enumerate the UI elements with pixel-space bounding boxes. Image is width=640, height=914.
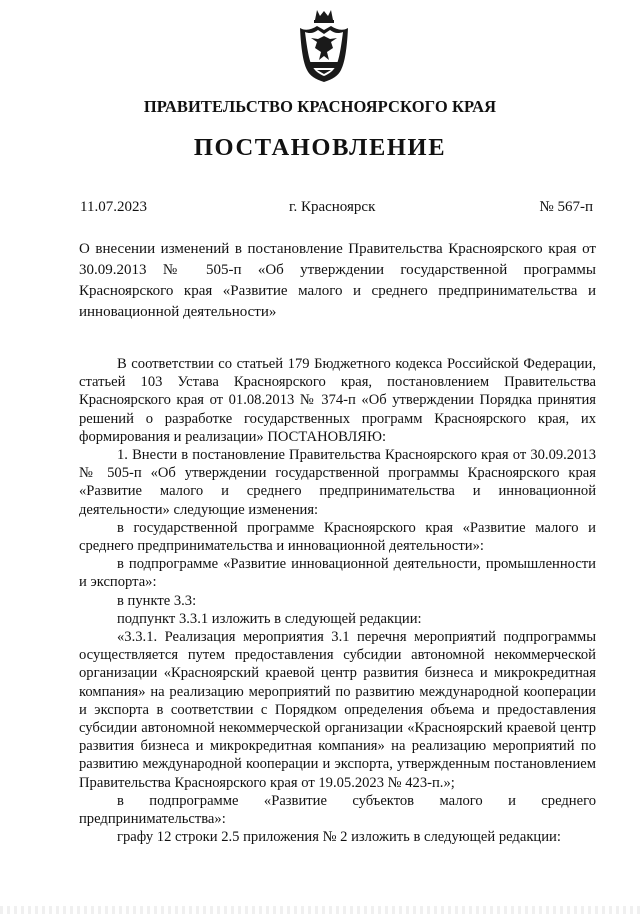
body-paragraph-subclause-3-3-1: «3.3.1. Реализация мероприятия 3.1 перечня мероприятий подпрограммы осуществляется путем предоставления субсидии автономной некоммерческой организации «Красноярский краевой центр развития бизнеса и микрокредитная компания» на реализацию мероприятий по развитию международной кооперации и экспорта в соответствии с Порядком определения объема и предоставления субсидии автономной некоммерческой организации «Красноярский краевой центр развития бизнеса и микрокредитная компания» на реализацию мероприятий по развитию международной кооперации и экспорта, утвержденным постановлением Правительства Красноярского края от 19.05.2023 № 423-п.»; (79, 629, 596, 791)
document-number: № 567-п (539, 199, 593, 215)
body-paragraph-item-1: 1. Внести в постановление Правительства Красноярского края от 30.09.2013 № 505-п «Об утверждении государственной программы Красноярского края «Развитие малого и среднего предпринимательства и инновационной деятельности» следующие изменения: (79, 447, 596, 518)
body-paragraph-subclause-intro: подпункт 3.3.1 изложить в следующей редакции: (117, 610, 422, 627)
body-paragraph-clause-3-3: в пункте 3.3: (117, 592, 197, 609)
document-date: 11.07.2023 (80, 199, 147, 215)
body-paragraph-subprogram-innovation: в подпрограмме «Развитие инновационной деятельности, промышленности и экспорта»: (79, 556, 596, 591)
body-paragraph-subprogram-sme: в подпрограмме «Развитие субъектов малого и среднего предпринимательства»: (79, 792, 596, 828)
body-paragraph-program: в государственной программе Красноярского края «Развитие малого и среднего предпринимательства и инновационной деятельности»: (79, 519, 596, 555)
document-city: г. Красноярск (289, 199, 376, 215)
body-paragraph-column-12: графу 12 строки 2.5 приложения № 2 изложить в следующей редакции: (117, 829, 561, 846)
document-body (79, 355, 596, 846)
document-subject: О внесении изменений в постановление Правительства Красноярского края от 30.09.2013 № 505-п «Об утверждении государственной программы Красноярского края «Развитие малого и среднего предпринимательства и инновационной деятельности» (79, 241, 596, 320)
body-paragraph-preamble: В соответствии со статьей 179 Бюджетного кодекса Российской Федерации, статьей 103 Устава Красноярского края, постановлением Правительства Красноярского края от 01.08.2013 № 374-п «Об утверждении Порядка принятия решений о разработке государственных программ Красноярского края, их формирования и реализации» ПОСТАНОВЛЯЮ: (79, 356, 596, 445)
coat-of-arms-icon (297, 8, 351, 84)
scan-edge-artifact (0, 906, 640, 914)
document-type-title: ПОСТАНОВЛЕНИЕ (193, 134, 447, 161)
government-title: ПРАВИТЕЛЬСТВО КРАСНОЯРСКОГО КРАЯ (143, 97, 497, 116)
